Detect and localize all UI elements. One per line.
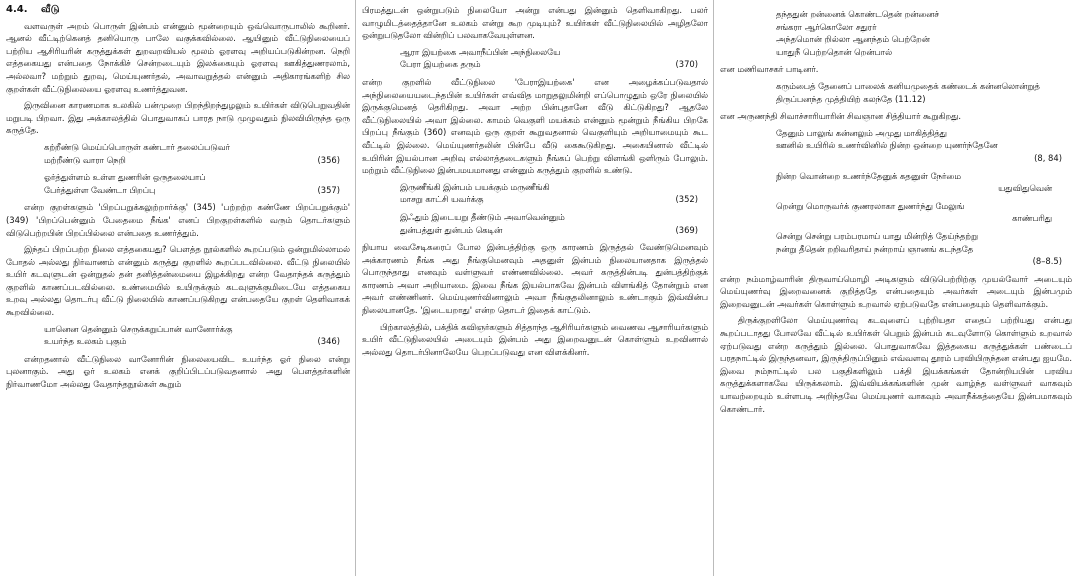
verse-quote: [400, 181, 708, 206]
paragraph: என்றதனால் வீட்டுநிலை வானோரின் நிலையைவிட உயர்ந்த ஓர் நிலை என்று புலனாகும். அது ஓர் உலகம் எனக் குறிப்பிடப்படுவதனால் அது பௌத்தர்களின் நிர்வாணமோ அல்லது வேதாந்தநூல்கள் கூறும்: [6, 353, 350, 390]
verse-line: பேரா இயற்கை தரும் (370): [400, 59, 698, 70]
verse-line: யானென தென்னும் செருக்கறுப்பான் வானோர்க்கு: [44, 323, 233, 334]
verse-quote: [44, 171, 350, 196]
verse-quote: [400, 46, 708, 71]
verse-reference: (370): [675, 59, 698, 70]
column-2: [362, 4, 708, 362]
verse-reference: (356): [317, 154, 340, 165]
verse-line: கற்றீண்டு மெய்ப்பொருள் கண்டார் தலைப்படுவர்: [44, 141, 231, 152]
verse-quote: [776, 80, 1072, 105]
verse-quote: [776, 200, 1072, 225]
verse-quote: [776, 8, 1072, 58]
verse-line: அந்தமொன் றில்லா ஆனந்தம் பெற்றேன்: [776, 34, 930, 45]
verse-reference: (346): [317, 336, 340, 347]
paragraph: வளவருள் அறம் பொருள் இன்பம் என்னும் மூன்றையும் ஒவ்வொருபாலில் கூறினர். ஆனல் வீட்டிற்கெனத் தனியொரு பாலே வகுக்கவில்லை. ஆயினும் வீட்டுநிலையைப் பற்றிய ஆசிரியரின் கருத்துக்கள் துறவறவியல் மூலம் ஓரளவு அறியப்படுகின்றன. நெறி எத்தகையது என்பதை நோக்கிச் சென்றடையும் இலக்கையும் ஓரளவு ஊகித்துணரலாம், அல்லவா? மற்றும் துறவு, மெய்யுணர்தல், அவாவறுத்தல் என்னும் அதிகாரங்களிற் சில குறள்கள் வீட்டுநிலையை ஓரளவு உணர்த்துவன.: [6, 20, 350, 94]
verse-line: மாசறு காட்சி யவர்க்கு (352): [400, 194, 698, 205]
paragraph: என்ற குறளில் வீட்டுநிலை 'பேராஇயற்கை' என அழைக்கப்படுவதால் அந்நிலையையடைந்தபின் உயிர்கள் எவ்வித மாறுதலுமின்றி எப்பொழுதும் ஒரே நிலையில் இருக்குமெனத் தெரிகிறது. அவா அற்ற பின்புதானே வீடு கிட்டுகிறது? ஆதலே வீட்டுநிலையில் அவா இல்லை. காமம் வெகுளி மயக்கம் என்னும் மூன்றும் நீங்கிய பிறகே பிறப்பு நீங்கும் (360) எனவும் ஒரு குறள் கூறுவதனால் வெகுளியும் அறியாமையும் கூட வீட்டில் இல்லை. மெய்யுணர்தலின் பின்பே வீடு கைகூடுகிறது. அகையினால் வீட்டில் உயிரின் இயல்பான அறிவு எல்லாத்தடைகளும் நீங்கப் பெற்று விளங்கி ஒளிரும் போலும். மற்றும் வீட்டுநிலை இன்பமயமானது என்னும் கருத்தும் குறளில் உண்டு.: [362, 76, 708, 176]
verse-line: தந்ததுன் றன்னைக் கொண்டதென் றன்னைச்: [776, 9, 940, 19]
verse-line: சங்கரா ஆர்கொலோ சதுரர்: [776, 21, 877, 32]
paragraph: என்ற நம்மாழ்வாரின் திருவாய்மொழி அடிகளும் விடுபெற்றிற்கு முயல்வோர் அடையும் மெய்யுணர்வு இறைவனைக் குறித்ததே என்பதையும் அவர்கள் அடையும் இன்பமும் இறைவனுடன் அவர்கள் கொள்ளும் உறவால் ஏற்படுவதே என்பதையும் தெளிவாக்கும்.: [720, 273, 1072, 309]
verse-line: சென்று சென்று பரம்பரமாய் யாது மின்றித் தேய்ந்தற்று: [776, 230, 978, 241]
verse-line: [776, 152, 1072, 165]
verse-quote: [44, 141, 350, 166]
paragraph: என மணிவாசகர் பாடினர்.: [720, 64, 819, 75]
section-heading: [6, 4, 350, 17]
paragraph: இந்தப் பிறப்பற்ற நிலை எத்தகையது? பௌத்த நூல்களில் கூறப்படும் ஒன்றுமில்லாமல் போதல் அல்லது நிர்வாணம் என்னும் கருத்து குறளில் கூறப்படவில்லை. வீட்டு நிலையில் உயிர் கடவுளுடன் ஒன்றுதல் தன் தனித்தன்மையை இழக்கிறது என்ற வேதாந்தக் கருத்தும் குறளில் காணப்படவில்லை. உண்மையில் உயிருக்கும் கடவுளுக்குமிடையே எத்தகைய உறவு அல்லது தொடர்பு வீட்டு நிலையில் காணப்படுகிறது என்பதையே குறள் தெளிவாகக் கூறவில்லை.: [6, 244, 350, 318]
verse-reference: (369): [675, 224, 698, 235]
verse-reference: (11.12): [895, 93, 926, 104]
paragraph: பிரமத்துடன் ஒன்றுபடும் நிலையோ அன்று என்பது இன்னும் தெளிவாகிறது. பலர் வாழுமிடத்தைத்தானே உலகம் என்று கூற முடியும்? உயிர்கள் வீட்டுநிலையில் அழிதலோ ஒன்றுபடுதலோ வின்றிப் பலவாகவேயுள்ளன.: [362, 5, 708, 41]
verse-quote: [776, 127, 1072, 165]
verse-line: யதுவிதுவென்: [998, 183, 1052, 194]
verse-line: இருணீங்கி இன்பம் பயக்கும் மருணீங்கி: [400, 181, 550, 192]
verse-line: துன்பத்துள் துன்பம் கெடின் (369): [400, 224, 698, 235]
verse-line: மற்றீண்டு வாரா நெறி (356): [44, 154, 340, 165]
paragraph: நியாய வைசேடிகரைப் போல இன்பத்திற்கு ஒரு காரணம் இருத்தல் வேண்டுமெனவும் அக்காரணம் நீங்க அது நீங்குமெனவும் அதனுள் இன்பம் நிலையானதாக இருத்தல் பொருந்தாது எனவும் வள்ளுவர் எண்ணவில்லை. அவர் கருத்தின்படி துன்பத்திற்குக் காரணம் அவா அறியாமை. இவை நீங்க இயல்பாகவே இன்பம் விளங்கித் தோன்றும் என அவர் எண்ணினர். மெய்யுணர்வினாலும் அவா நீங்குதலினாலும் உண்டாகும் இவ்வின்ப நிலையானதே. 'இடையறாது' என்ற தொடர் இதைக் காட்டும்.: [362, 242, 708, 316]
verse-line: ஊனில் உயிரில் உணர்வினில் நின்ற ஒன்றை யுணர்ந்தேனே: [776, 140, 998, 151]
column-divider: [713, 0, 714, 576]
verse-quote: [400, 211, 708, 236]
verse-quote: [776, 230, 1072, 268]
verse-line: நன்று தீதென் றறிவரிதாய் நன்றாய் ஞானங் கடந்ததே: [776, 243, 974, 254]
paragraph: திருக்குறளிலோ மெய்யுணர்வு கடவுளைப் புற்றியதா எதைப் பற்றியது என்பது கூறப்படாதது போலவே வீட்டில் உயிர்கள் பெறும் இன்பம் கடவுளோடு கொள்ளும் உறவால் ஏற்படுவது என்ற கருத்தும் இல்லை. பொதுவாகவே இத்தகைய கருத்துக்கள் பண்டைப் பரதநாட்டில் இருந்தனவா, இருந்திருப்பினும் எவ்வளவு தூரம் பரவியிருந்தன என்பது ஐயமே. இவை நம்நாட்டில் பல பகுதிகளிலும் பக்தி இயக்கங்கள் தோன்றியபின் பரவிய கருத்துக்களாகவே யிருக்கலாம். இவ்வியக்கங்களின் முன் வாழ்ந்த வள்ளுவர் வாகவும் யாவற்றையும் உள்ளபடி அறிந்தவே மெய்யுணர் வாகவும் அவாநீக்கத்தையே இன்பமாகவும் கொண்டார்.: [720, 315, 1072, 414]
verse-reference: (8, 84): [1034, 152, 1062, 163]
verse-line: தேனும் பாலுங் கன்னலும் அமுது மாகித்தித்து: [776, 127, 947, 138]
verse-line: [776, 255, 1072, 268]
paragraph: என அருணந்தி சிவாச்சாரியாரின் சிவஞான சித்தியார் கூறுகிறது.: [720, 111, 962, 122]
verse-line: பேர்த்துள்ள வேண்டா பிறப்பு (357): [44, 184, 340, 195]
verse-line: உயர்ந்த உலகம் புகும் (346): [44, 336, 340, 347]
verse-quote: [44, 323, 350, 348]
verse-line: கரும்பைத் தேனைப் பாலைக் கனியமுதைக் கண்டைக் கன்னலொன்றுத் திருப்பனந்த முத்தியிற் கலந்தே (11.12): [776, 80, 1040, 104]
paragraph: பிற்காலத்தில், பக்திக் கவிஞர்களும் சித்தாந்த ஆசிரியர்களும் வைணவ ஆசாரியர்களும் உயிர் வீட்டுநிலையில் அடையும் இன்பம் அது இறைவனுடன் கொள்ளும் உறவினால் அல்லது தொடர்பினாலேயே பெறப்படுவது என விளக்கினர்.: [362, 321, 708, 357]
column-divider: [355, 0, 356, 576]
verse-reference: (352): [675, 194, 698, 205]
verse-reference: (8–8.5): [1032, 256, 1062, 267]
paragraph: இருவினை காரணமாக உலகில் பன்முறை பிறந்திறந்துழலும் உயிர்கள் விடுபெறுவதின் மறுபடி பிறவா. இது அக்காலத்தில் பொதுவாகப் பாரத நாடு முழுவதும் நிலவியிருந்த ஒரு கருத்தே.: [6, 100, 350, 136]
verse-line: யாதுநீ பெற்றதொன் றென்பால்: [776, 46, 893, 57]
verse-line: இஃதும் இடையறு தீண்டும் அவாவென்னும்: [400, 211, 565, 222]
column-1: [6, 4, 350, 395]
verse-quote: [776, 170, 1072, 195]
paragraph: என்ற குறள்களும் 'பிறப்பறுக்கலுற்றார்க்கு' (345) 'பற்றற்ற கண்ணே பிறப்பறுக்கும்' (349) 'பிறப்பென்னும் பேதைமை நீங்க' எனப் பிறகுறள்களில் வரும் தொடர்களும் விடுபெற்றபின் பிறப்பில்லை என்பதை உணர்த்தும்.: [6, 202, 350, 238]
verse-line: நின்ற வொன்றை உணர்ந்தேனுக் கதனுள் நேர்மை: [776, 170, 961, 181]
verse-line: ஆரா இயற்கை அவாநீப்பின் அந்நிலையே: [400, 46, 561, 57]
verse-line: றென்று மொருவர்க் குணரலாகா துணர்ந்து மேலுங்: [776, 200, 965, 211]
column-3: [720, 4, 1072, 419]
section-number: 4.4.: [6, 4, 28, 15]
section-title: வீடு: [41, 4, 60, 15]
verse-reference: (357): [317, 184, 340, 195]
verse-line: ஓர்த்துள்ளம் உள்ள துணரின் ஒருதலையாப்: [44, 172, 206, 183]
verse-line: காண்பரிது: [1012, 213, 1052, 224]
